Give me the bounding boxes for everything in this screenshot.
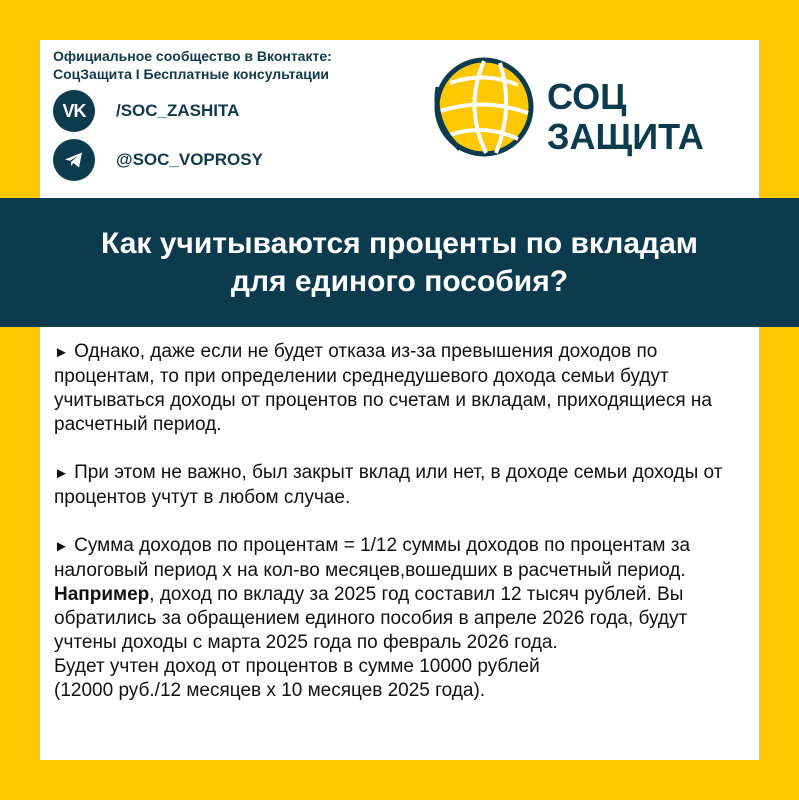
bullet-arrow-icon: ► — [54, 465, 69, 482]
result-paragraph — [54, 655, 754, 703]
header — [40, 40, 759, 198]
page-title — [30, 225, 770, 301]
bullet-arrow-icon: ► — [54, 344, 69, 361]
globe-icon — [430, 53, 538, 161]
vk-handle[interactable]: /SOC_ZASHITA — [116, 101, 240, 120]
paragraph-3 — [54, 534, 754, 583]
logo — [430, 53, 730, 188]
paragraph-1 — [54, 340, 754, 437]
community-line-1: Официальное сообщество в Вконтакте: — [53, 48, 332, 64]
telegram-handle[interactable]: @SOC_VOPROSY — [116, 150, 263, 169]
article-body — [54, 340, 754, 703]
paragraph-2-text: При этом не важно, был закрыт вклад или нет, в доходе семьи доходы от процентов учтут в любом случае. — [54, 462, 723, 508]
example-paragraph — [54, 583, 754, 655]
vk-icon: VK — [53, 90, 95, 132]
example-label: Например — [54, 584, 150, 605]
title-line-1: Как учитываются проценты по вкладам — [101, 226, 698, 260]
title-line-2: для единого пособия? — [230, 264, 569, 298]
vk-link[interactable] — [53, 90, 239, 132]
telegram-link[interactable] — [53, 139, 263, 181]
paragraph-3-text: Сумма доходов по процентам = 1/12 суммы доходов по процентам за налоговый период х на кол-во месяцев,вошедших в расчетный период. — [54, 535, 691, 581]
telegram-icon — [53, 139, 95, 181]
example-text: , доход по вкладу за 2025 год составил 12 тысяч рублей. Вы обратились за обращением единого пособия в апреле 2026 года, будут учтены доходы с марта 2025 года по февраль 2026 года. — [54, 584, 688, 653]
logo-line-2: ЗАЩИТА — [547, 116, 704, 157]
community-info — [53, 47, 413, 83]
paragraph-1-text: Однако, даже если не будет отказа из-за превышения доходов по процентам, то при определении среднедушевого дохода семьи будут учитываться доходы от процентов по счетам и вкладам, приходящиеся на расчетный период. — [54, 341, 712, 435]
logo-text — [547, 77, 704, 157]
bullet-arrow-icon: ► — [54, 538, 69, 555]
logo-line-1: СОЦ — [547, 76, 627, 117]
title-band — [0, 198, 799, 327]
paragraph-2 — [54, 461, 754, 510]
post-card — [40, 40, 759, 760]
result-line-1: Будет учтен доход от процентов в сумме 10000 рублей — [54, 656, 540, 677]
community-line-2: СоцЗащита I Бесплатные консультации — [53, 66, 330, 82]
result-line-2: (12000 руб./12 месяцев х 10 месяцев 2025 года). — [54, 680, 486, 701]
